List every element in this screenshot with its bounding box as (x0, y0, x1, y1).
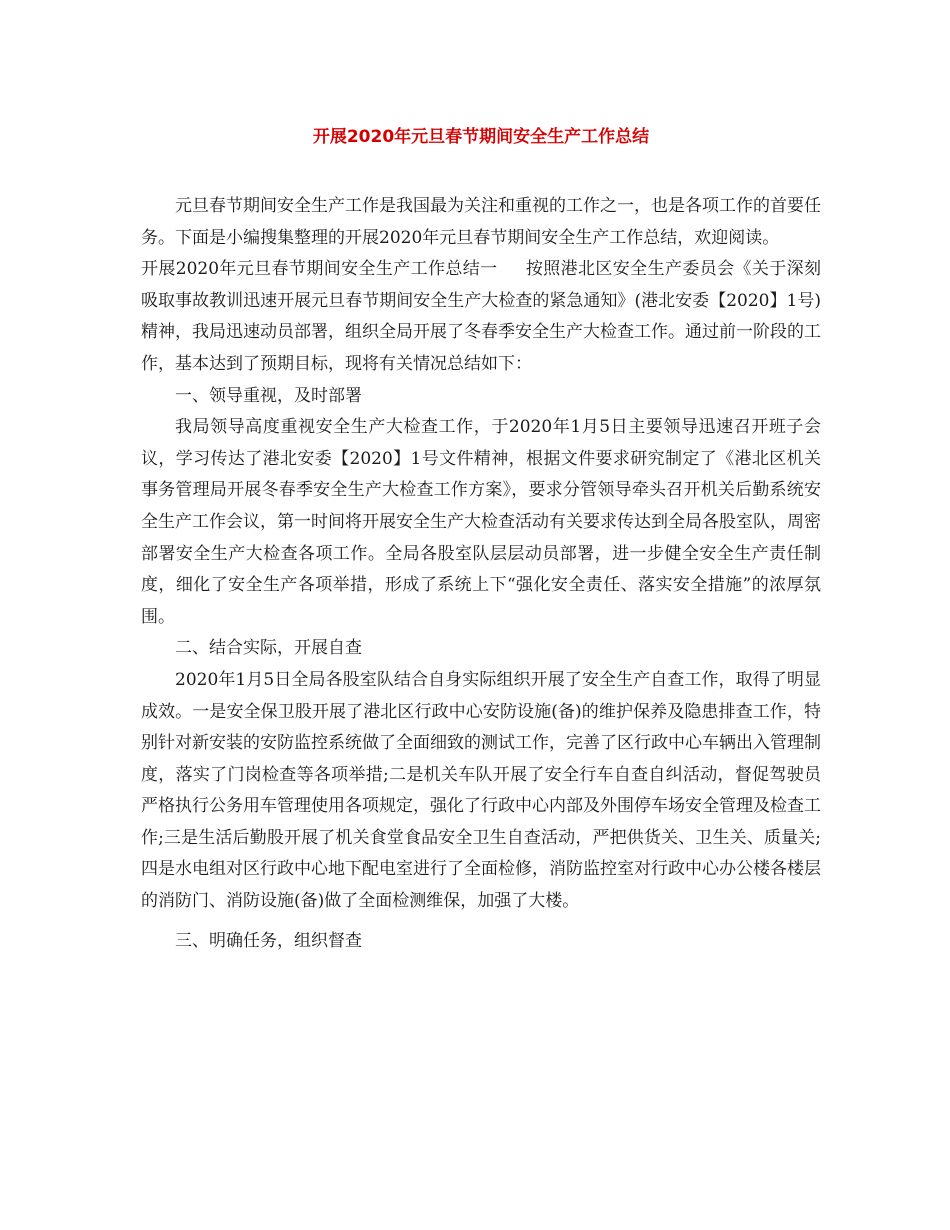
part-heading: 开展2020年元旦春节期间安全生产工作总结一 (141, 259, 498, 280)
section1-paragraph: 我局领导高度重视安全生产大检查工作，于2020年1月5日主要领导迅速召开班子会议，学习传达了港北安委【2020】1号文件精神，根据文件要求研究制定了《港北区机关事务管理局开展冬春季安全生产大检查工作方案》，要求分管领导牵头召开机关后勤系统安全生产工作会议，第一时间将开展安全生产大检查活动有关要求传达到全局各股室队，周密部署安全生产大检查各项工作。全局各股室队层层动员部署，进一步健全安全生产责任制度，细化了安全生产各项举措，形成了系统上下“强化安全责任、落实安全措施”的浓厚氛围。 (141, 417, 821, 627)
part-intro-paragraph (141, 254, 821, 380)
section1-heading: 一、领导重视，及时部署 (175, 385, 362, 406)
part-intro-text: 按照港北区安全生产委员会《关于深刻吸取事故教训迅速开展元旦春节期间安全生产大检查的紧急通知》(港北安委【2020】1号)精神，我局迅速动员部署，组织全局开展了冬春季安全生产大检查工作。通过前一阶段的工作，基本达到了预期目标，现将有关情况总结如下： (141, 259, 822, 374)
document-body (141, 191, 821, 957)
document-title: 开展2020年元旦春节期间安全生产工作总结 (312, 127, 650, 147)
section3-heading: 三、明确任务，组织督查 (175, 930, 362, 951)
section2-paragraph: 2020年1月5日全局各股室队结合自身实际组织开展了安全生产自查工作，取得了明显成效。一是安全保卫股开展了港北区行政中心安防设施(备)的维护保养及隐患排查工作，特别针对新安装的安防监控系统做了全面细致的测试工作，完善了区行政中心车辆出入管理制度，落实了门岗检查等各项举措;二是机关车队开展了安全行车自查自纠活动，督促驾驶员严格执行公务用车管理使用各项规定，强化了行政中心内部及外围停车场安全管理及检查工作;三是生活后勤股开展了机关食堂食品安全卫生自查活动，严把供货关、卫生关、质量关;四是水电组对区行政中心地下配电室进行了全面检修，消防监控室对行政中心办公楼各楼层的消防门、消防设施(备)做了全面检测维保，加强了大楼。 (141, 669, 821, 912)
section2-heading: 二、结合实际，开展自查 (175, 638, 362, 659)
intro-paragraph: 元旦春节期间安全生产工作是我国最为关注和重视的工作之一，也是各项工作的首要任务。下面是小编搜集整理的开展2020年元旦春节期间安全生产工作总结，欢迎阅读。 (141, 196, 821, 248)
